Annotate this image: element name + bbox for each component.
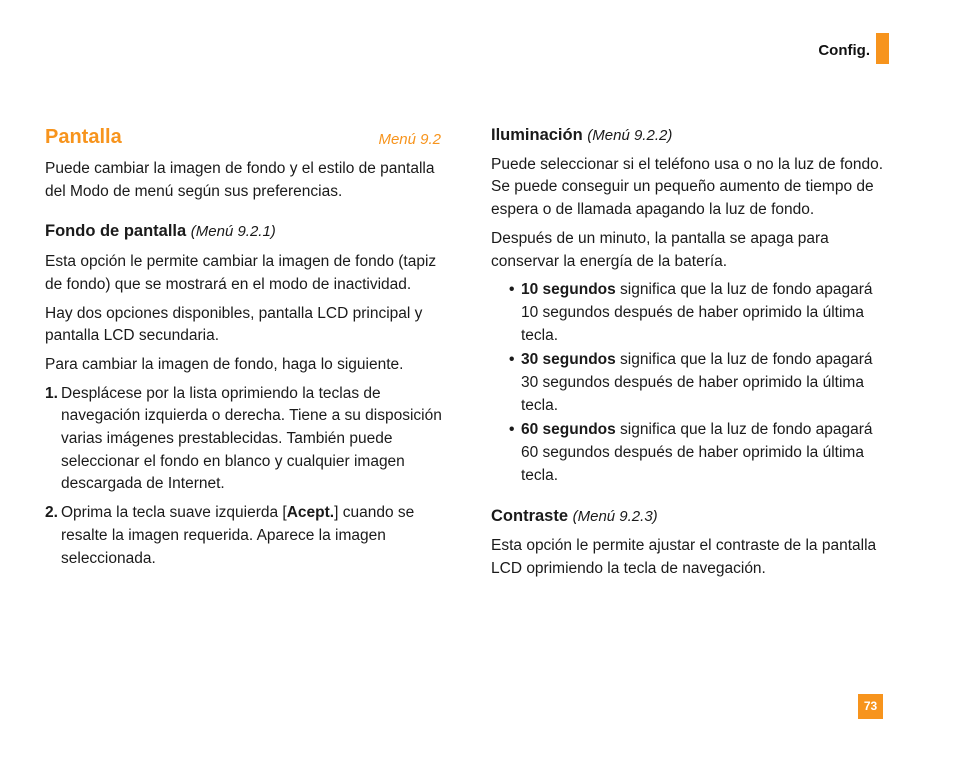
fondo-heading xyxy=(45,220,445,244)
step-text-post: ] cuando se resalte la imagen requerida. Aparece la imagen seleccionada. xyxy=(61,504,415,567)
bullet-icon: • xyxy=(509,351,515,369)
timeout-option xyxy=(491,349,891,417)
section-tab-marker xyxy=(876,33,889,64)
intro-paragraph: Puede cambiar la imagen de fondo y el estilo de pantalla del Modo de menú según sus preferencias. xyxy=(45,160,435,200)
bullet-icon: • xyxy=(509,281,515,299)
menu-reference: Menú 9.2 xyxy=(378,131,441,148)
iluminacion-heading-title: Iluminación xyxy=(491,126,583,144)
fondo-paragraph-3: Para cambiar la imagen de fondo, haga lo siguiente. xyxy=(45,355,404,373)
timeout-option xyxy=(491,279,891,347)
steps-list xyxy=(45,383,445,571)
right-column xyxy=(491,124,891,587)
timeout-option-text: significa que la luz de fondo apagará 60 segundos después de haber oprimido la última tecla. xyxy=(521,421,873,484)
contraste-heading-title: Contraste xyxy=(491,506,569,525)
fondo-heading-title: Fondo de pantalla xyxy=(45,222,187,241)
iluminacion-heading xyxy=(491,124,891,148)
iluminacion-paragraph-1: Puede seleccionar si el teléfono usa o no la luz de fondo. Se puede conseguir un pequeño aumento de tiempo de espera o de llamada apagando la luz de fondo. xyxy=(491,155,884,219)
step-number: 1. xyxy=(45,384,58,402)
title-row xyxy=(45,124,445,154)
step-number: 2. xyxy=(45,504,58,522)
iluminacion-paragraph-2: Después de un minuto, la pantalla se apaga para conservar la energía de la batería. xyxy=(491,229,829,270)
step-key-label: Acept. xyxy=(286,504,335,522)
left-column xyxy=(45,124,445,576)
contraste-heading xyxy=(491,505,891,529)
fondo-paragraph-1: Esta opción le permite cambiar la imagen de fondo (tapiz de fondo) que se mostrará en el modo de inactividad. xyxy=(45,253,437,293)
fondo-paragraph-2: Hay dos opciones disponibles, pantalla LCD principal y pantalla LCD secundaria. xyxy=(45,304,423,345)
timeout-option-text: significa que la luz de fondo apagará 10 segundos después de haber oprimido la última tecla. xyxy=(521,281,873,344)
page-number: 73 xyxy=(858,694,883,719)
timeout-option-value: 30 segundos xyxy=(521,351,616,369)
timeout-option-value: 60 segundos xyxy=(521,421,616,439)
iluminacion-menu-ref: (Menú 9.2.2) xyxy=(587,127,673,144)
step-item xyxy=(45,502,445,570)
step-text: Desplácese por la lista oprimiendo la teclas de navegación izquierda o derecha. Tiene a su disposición varias imágenes prestablecidas. También puede seleccionar el fondo en blanco y cualquier imagen descargada de Internet. xyxy=(61,384,442,493)
contraste-menu-ref: (Menú 9.2.3) xyxy=(572,507,658,525)
timeout-option-value: 10 segundos xyxy=(521,281,616,299)
page-title: Pantalla xyxy=(45,126,122,148)
timeout-option-text: significa que la luz de fondo apagará 30 segundos después de haber oprimido la última tecla. xyxy=(521,351,873,414)
contraste-paragraph: Esta opción le permite ajustar el contraste de la pantalla LCD oprimiendo la tecla de navegación. xyxy=(491,537,877,577)
section-label: Config. xyxy=(818,42,870,59)
timeout-options-list xyxy=(491,279,891,487)
timeout-option xyxy=(491,419,891,487)
step-text-pre: Oprima la tecla suave izquierda [ xyxy=(61,504,287,522)
step-item xyxy=(45,383,445,497)
fondo-menu-ref: (Menú 9.2.1) xyxy=(190,223,276,241)
bullet-icon: • xyxy=(509,421,515,439)
